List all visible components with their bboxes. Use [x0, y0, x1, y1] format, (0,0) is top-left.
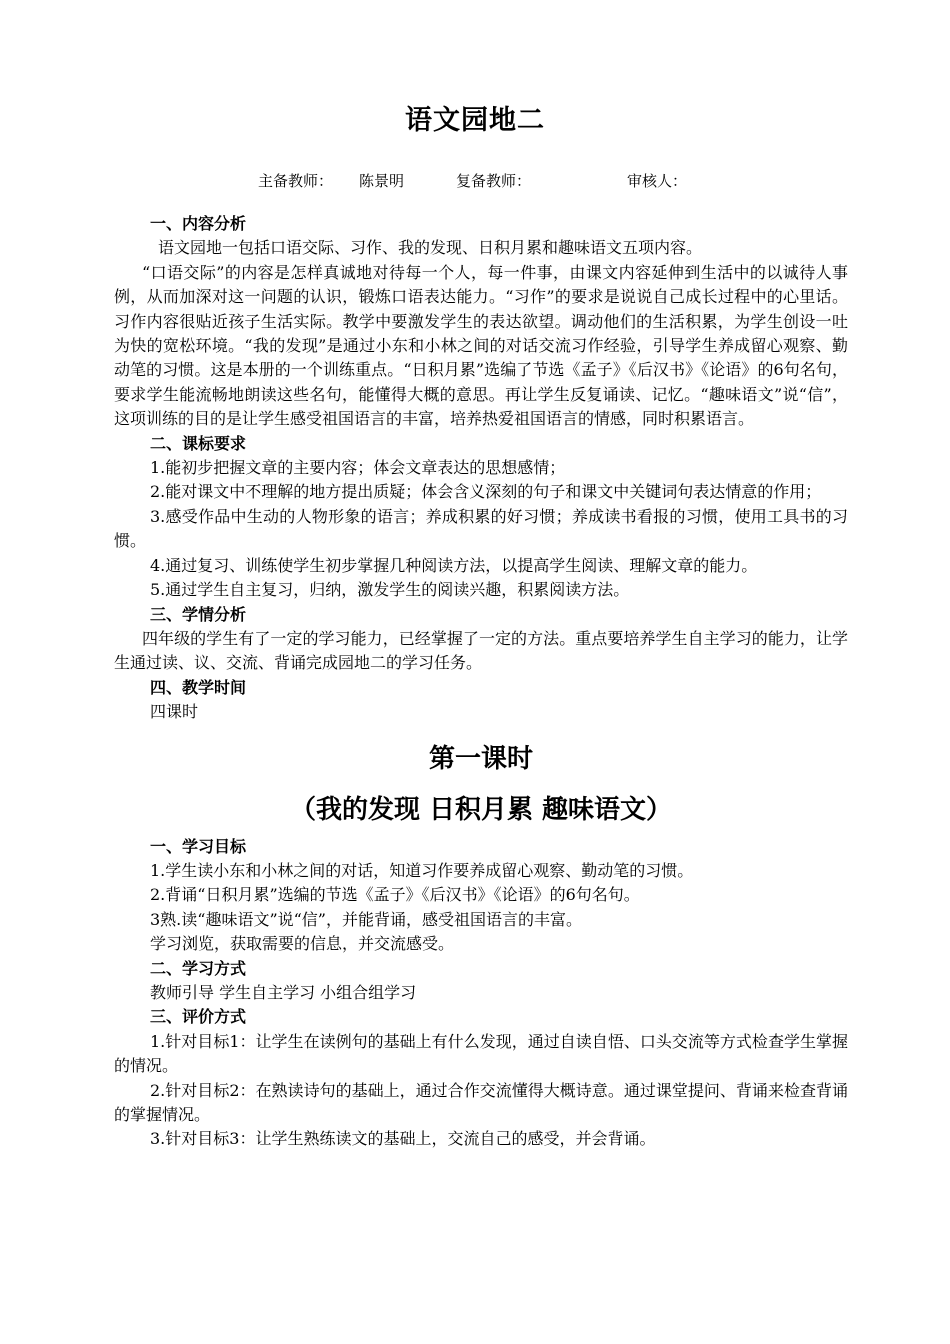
section-heading-student-analysis: 三、学情分析 — [150, 604, 247, 624]
learning-goal-extra: 学习浏览，获取需要的信息，并交流感受。 — [150, 934, 455, 954]
reviewer-label: 审核人： — [627, 172, 688, 190]
curriculum-item-2: 2.能对课文中不理解的地方提出质疑；体会含义深刻的句子和课文中关键词句表达情意的作用； — [150, 482, 822, 502]
section-heading-evaluation: 三、评价方式 — [150, 1007, 247, 1027]
evaluation-item-3: 3.针对目标3：让学生熟练读文的基础上，交流自己的感受，并会背诵。 — [150, 1129, 656, 1149]
section-heading-learning-method: 二、学习方式 — [150, 958, 247, 978]
page-title: 语文园地二 — [405, 105, 545, 136]
content-analysis-paragraph-2: “口语交际”的内容是怎样真诚地对待每一个人，每一件事，由课文内容延伸到生活中的以诚待人事例，从而加深对这一问题的认识，锻炼口语表达能力。“习作”的要求是说说自己成长过程中的心里话。习作内容很贴近孩子生活实际。教学中要激发学生的表达欲望。调动他们的生活积累，为学生创设一吐为快的宽松环境。“我的发现”是通过小东和小林之间的对话交流习作经验，引导学生养成留心观察、勤动笔的习惯。这是本册的一个训练重点。“日积月累”选编了节选《孟子》《后汉书》《论语》的6句名句，要求学生能流畅地朗读这些名句，能懂得大概的意思。再让学生反复诵读、记忆。“趣味语文”说“信”，这项训练的目的是让学生感受祖国语言的丰富，培养热爱祖国语言的情感，同时积累语言。 — [114, 262, 848, 429]
main-teacher-label: 主备教师： — [258, 172, 334, 190]
learning-goal-1: 1.学生读小东和小林之间的对话，知道习作要养成留心观察、勤动笔的习惯。 — [150, 860, 694, 880]
teaching-time-value: 四课时 — [150, 702, 199, 722]
student-analysis-paragraph: 四年级的学生有了一定的学习能力，已经掌握了一定的方法。重点要培养学生自主学习的能力，让学生通过读、议、交流、背诵完成园地二的学习任务。 — [114, 628, 848, 673]
teacher-info-line — [258, 170, 687, 191]
section-heading-content-analysis: 一、内容分析 — [150, 214, 247, 233]
curriculum-item-3: 3.感受作品中生动的人物形象的语言；养成积累的好习惯；养成读书看报的习惯，使用工具书的习惯。 — [114, 506, 848, 551]
lesson-title: 第一课时 — [428, 743, 533, 774]
curriculum-item-1: 1.能初步把握文章的主要内容；体会文章表达的思想感情； — [150, 458, 566, 478]
section-heading-teaching-time: 四、教学时间 — [150, 677, 247, 697]
learning-method-text: 教师引导 学生自主学习 小组合组学习 — [150, 982, 417, 1002]
learning-goal-3: 3熟.读“趣味语文”说“信”，并能背诵，感受祖国语言的丰富。 — [150, 909, 582, 929]
section-heading-learning-goals: 一、学习目标 — [150, 836, 247, 856]
evaluation-item-2: 2.针对目标2：在熟读诗句的基础上，通过合作交流懂得大概诗意。通过课堂提问、背诵来检查背诵的掌握情况。 — [114, 1080, 848, 1124]
curriculum-item-5: 5.通过学生自主复习，归纳，激发学生的阅读兴趣，积累阅读方法。 — [150, 580, 630, 600]
document-body — [114, 212, 848, 1152]
section-heading-curriculum-requirements: 二、课标要求 — [150, 433, 247, 453]
content-analysis-paragraph-1: 语文园地一包括口语交际、习作、我的发现、日积月累和趣味语文五项内容。 — [158, 238, 703, 258]
evaluation-item-1: 1.针对目标1：让学生在读例句的基础上有什么发现，通过自读自悟、口头交流等方式检查学生掌握的情况。 — [114, 1031, 848, 1076]
lesson-subtitle: （我的发现 日积月累 趣味语文） — [289, 794, 673, 825]
main-teacher-name: 陈景明 — [359, 172, 405, 190]
secondary-teacher-label: 复备教师： — [456, 172, 532, 190]
learning-goal-2: 2.背诵“日积月累”选编的节选《孟子》《后汉书》《论语》的6句名句。 — [150, 885, 640, 905]
curriculum-item-4: 4.通过复习、训练使学生初步掌握几种阅读方法，以提高学生阅读、理解文章的能力。 — [150, 555, 758, 575]
